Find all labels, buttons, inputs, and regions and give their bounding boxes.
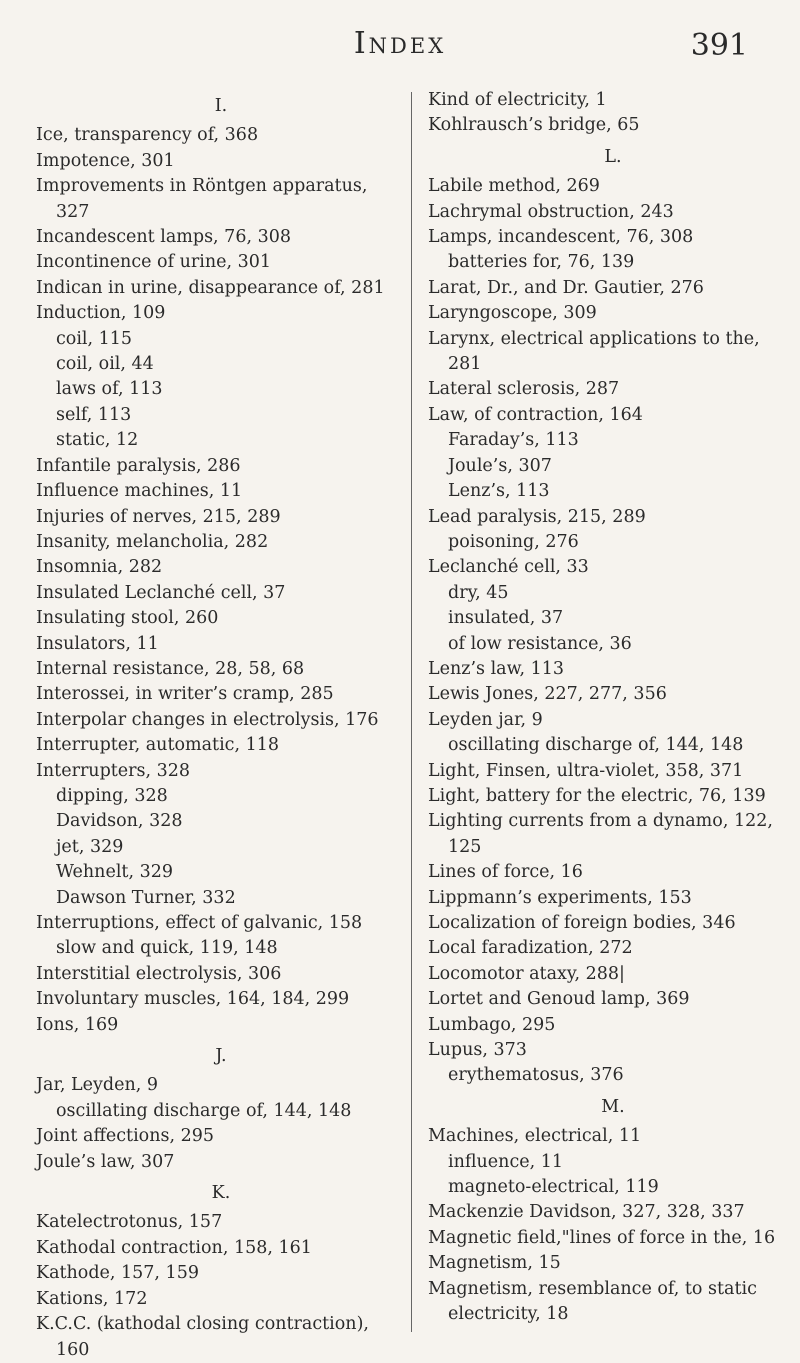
- section-letter: I.: [214, 96, 228, 116]
- index-subentry: erythematosus, 376: [448, 1065, 624, 1086]
- index-subentry: jet, 329: [56, 836, 124, 857]
- index-subentry: Faraday’s, 113: [448, 430, 579, 451]
- index-entry: Lumbago, 295: [428, 1014, 556, 1035]
- index-entry: Machines, electrical, 11: [428, 1126, 642, 1147]
- index-subentry: poisoning, 276: [448, 531, 579, 552]
- index-entry: Lortet and Genoud lamp, 369: [428, 989, 690, 1010]
- index-entry: Katelectrotonus, 157: [36, 1212, 223, 1233]
- index-subentry: Joule’s, 307: [448, 455, 552, 476]
- index-entry: Insulated Leclanché cell, 37: [36, 582, 286, 603]
- index-entry: Interruptions, effect of galvanic, 158: [36, 913, 363, 933]
- index-subentry: oscillating discharge of, 144, 148: [448, 735, 744, 756]
- index-entry: Lachrymal obstruction, 243: [428, 201, 674, 222]
- index-entry: Induction, 109: [36, 303, 166, 324]
- index-entry: Joint affections, 295: [36, 1126, 214, 1147]
- index-subentry: static, 12: [56, 430, 139, 451]
- index-entry: Lenz’s law, 113: [428, 658, 565, 679]
- section-letter: J.: [215, 1046, 227, 1067]
- index-entry: Kohlrausch’s bridge, 65: [428, 115, 640, 136]
- index-subentry: coil, oil, 44: [56, 354, 154, 375]
- index-entry: Insanity, melancholia, 282: [36, 531, 269, 552]
- index-entry: Injuries of nerves, 215, 289: [36, 506, 281, 527]
- index-entry: Indican in urine, disappearance of, 281: [36, 277, 385, 298]
- index-column-right: [428, 88, 798, 1328]
- section-letter: K.: [211, 1183, 231, 1204]
- page-number: 391: [690, 28, 748, 63]
- index-entry: Infantile paralysis, 286: [36, 455, 241, 476]
- index-entry: Kations, 172: [36, 1288, 148, 1309]
- index-entry: Light, battery for the electric, 76, 139: [428, 785, 766, 806]
- section-letter: M.: [601, 1096, 625, 1117]
- index-entry: Light, Finsen, ultra-violet, 358, 371: [428, 760, 744, 781]
- index-subentry: oscillating discharge of, 144, 148: [56, 1100, 352, 1121]
- index-entry: Interpolar changes in electrolysis, 176: [36, 709, 379, 730]
- section-letter: L.: [604, 146, 622, 167]
- index-subentry: dry, 45: [448, 582, 509, 603]
- index-entry: Lupus, 373: [428, 1040, 527, 1061]
- index-entry: Impotence, 301: [36, 150, 175, 171]
- index-entry: Internal resistance, 28, 58, 68: [36, 658, 305, 679]
- index-entry: Magnetism, resemblance of, to static electricity, 18: [428, 1278, 757, 1325]
- index-entry: Laryngoscope, 309: [428, 303, 597, 324]
- index-entry: Insomnia, 282: [36, 557, 163, 578]
- index-entry: Kathodal contraction, 158, 161: [36, 1237, 312, 1258]
- index-subentry: insulated, 37: [448, 608, 564, 629]
- index-entry: Interstitial electrolysis, 306: [36, 963, 282, 984]
- index-entry: Mackenzie Davidson, 327, 328, 337: [428, 1202, 745, 1223]
- index-entry: Insulating stool, 260: [36, 608, 219, 629]
- index-subentry: batteries for, 76, 139: [448, 252, 635, 273]
- index-entry: Incontinence of urine, 301: [36, 252, 272, 273]
- index-subentry: coil, 115: [56, 328, 133, 349]
- index-entry: Locomotor ataxy, 288|: [428, 963, 625, 984]
- index-entry: Ice, transparency of, 368: [36, 125, 259, 146]
- index-entry: Kind of electricity, 1: [428, 90, 607, 110]
- index-entry: Law, of contraction, 164: [428, 404, 643, 425]
- index-entry: Larynx, electrical applications to the, 281: [428, 328, 760, 375]
- column-divider: [411, 92, 412, 1332]
- index-subentry: laws of, 113: [56, 379, 163, 400]
- index-entry: Lippmann’s experiments, 153: [428, 887, 692, 908]
- index-subentry: dipping, 328: [56, 785, 168, 806]
- index-entry: Jar, Leyden, 9: [36, 1075, 158, 1096]
- index-entry: Interossei, in writer’s cramp, 285: [36, 684, 334, 705]
- index-entry: Magnetic field,"lines of force in the, 16: [428, 1227, 776, 1248]
- index-entry: Interrupter, automatic, 118: [36, 735, 279, 756]
- index-subentry: self, 113: [56, 404, 132, 425]
- index-entry: Leyden jar, 9: [428, 709, 543, 730]
- index-entry: Magnetism, 15: [428, 1253, 561, 1274]
- index-entry: Lamps, incandescent, 76, 308: [428, 227, 694, 248]
- index-entry: Improvements in Röntgen apparatus, 327: [36, 176, 368, 222]
- index-subentry: magneto-electrical, 119: [448, 1177, 659, 1198]
- running-title: Index: [353, 26, 447, 61]
- page-header: [0, 18, 800, 78]
- index-entry: Kathode, 157, 159: [36, 1263, 199, 1284]
- index-entry: Local faradization, 272: [428, 938, 633, 959]
- index-subentry: Wehnelt, 329: [56, 862, 173, 883]
- index-entry: Lewis Jones, 227, 277, 356: [428, 684, 667, 705]
- index-entry: Leclanché cell, 33: [428, 557, 589, 578]
- index-entry: Influence machines, 11: [36, 481, 243, 502]
- index-entry: Involuntary muscles, 164, 184, 299: [36, 989, 350, 1010]
- index-subentry: Lenz’s, 113: [448, 481, 550, 502]
- index-column-left: [36, 88, 406, 1363]
- index-entry: Labile method, 269: [428, 176, 600, 197]
- index-subentry: Davidson, 328: [56, 811, 183, 832]
- index-subentry: slow and quick, 119, 148: [56, 938, 278, 959]
- index-entry: Ions, 169: [36, 1014, 119, 1035]
- index-entry: Localization of foreign bodies, 346: [428, 913, 736, 933]
- index-entry: Larat, Dr., and Dr. Gautier, 276: [428, 277, 704, 298]
- index-subentry: influence, 11: [448, 1151, 563, 1172]
- index-subentry: Dawson Turner, 332: [56, 887, 236, 908]
- index-entry: Insulators, 11: [36, 633, 159, 654]
- index-entry: Lines of force, 16: [428, 862, 583, 883]
- index-entry: Lateral sclerosis, 287: [428, 379, 620, 400]
- index-entry: Joule’s law, 307: [36, 1151, 175, 1172]
- index-entry: Lead paralysis, 215, 289: [428, 506, 646, 527]
- index-subentry: of low resistance, 36: [448, 633, 632, 654]
- index-entry: Interrupters, 328: [36, 760, 191, 781]
- index-entry: Lighting currents from a dynamo, 122, 125: [428, 811, 773, 857]
- index-entry: K.C.C. (kathodal closing contraction), 160: [36, 1314, 369, 1360]
- index-entry: Incandescent lamps, 76, 308: [36, 227, 291, 248]
